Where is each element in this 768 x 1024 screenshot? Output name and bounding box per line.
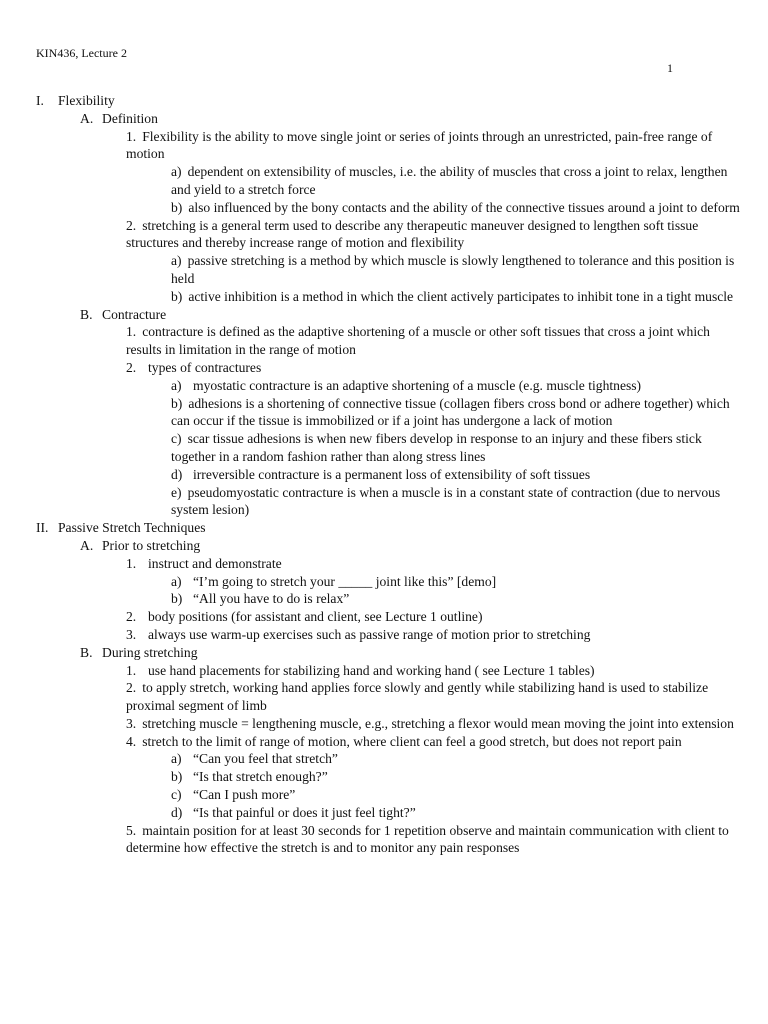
outline-item: [171, 252, 742, 288]
outline-marker: 2.: [126, 680, 137, 696]
outline-text: to apply stretch, working hand applies force slowly and gently while stabilizing hand is used to stabilize proximal segment of limb: [126, 680, 709, 714]
outline-text: passive stretching is a method by which muscle is slowly lengthened to tolerance and this position is held: [171, 253, 735, 286]
outline-text: types of contractures: [148, 359, 262, 375]
outline-item: [126, 323, 742, 359]
outline-text: maintain position for at least 30 seconds for 1 repetition observe and maintain communication with client to determine how effective the stretch is and to monitor any pain responses: [126, 822, 729, 856]
outline-item: [126, 128, 742, 164]
outline-marker: a): [171, 377, 182, 393]
outline-marker: 1.: [126, 324, 137, 340]
outline-item: [171, 750, 742, 768]
outline-text: Prior to stretching: [102, 537, 201, 553]
outline-text: dependent on extensibility of muscles, i.e. the ability of muscles that cross a joint to relax, lengthen and yield to a stretch force: [171, 164, 728, 197]
outline-item: [126, 662, 742, 680]
outline-item: [126, 217, 742, 253]
outline-marker: b): [171, 395, 183, 411]
outline-marker: I.: [36, 93, 44, 108]
outline-marker: d): [171, 466, 183, 482]
outline-text: “Is that painful or does it just feel tight?”: [193, 804, 416, 820]
outline-item: [80, 644, 742, 662]
outline-marker: b): [171, 591, 183, 607]
outline-marker: c): [171, 787, 182, 803]
outline-marker: 3.: [126, 715, 137, 731]
outline-text: “All you have to do is relax”: [193, 591, 350, 607]
outline-item: [126, 679, 742, 715]
outline-text: stretch to the limit of range of motion, where client can feel a good stretch, but does not report pain: [142, 733, 682, 749]
outline-marker: a): [171, 751, 182, 767]
outline-marker: 2.: [126, 359, 137, 375]
outline-text: always use warm-up exercises such as passive range of motion prior to stretching: [148, 626, 591, 642]
outline-marker: B.: [80, 306, 93, 322]
outline-marker: II.: [36, 520, 49, 536]
outline-text: scar tissue adhesions is when new fibers develop in response to an injury and these fibers stick together in a random fashion rather than along stress lines: [171, 431, 702, 464]
outline-marker: b): [171, 288, 183, 304]
outline-item: [80, 306, 742, 324]
outline-marker: 4.: [126, 733, 137, 749]
outline-body: [36, 92, 742, 857]
outline-marker: 5.: [126, 822, 137, 838]
outline-text: stretching muscle = lengthening muscle, e.g., stretching a flexor would mean moving the joint into extension: [142, 715, 734, 731]
outline-text: “Is that stretch enough?”: [193, 769, 328, 785]
outline-text: Definition: [102, 110, 158, 126]
outline-item: [171, 804, 742, 822]
outline-marker: a): [171, 253, 182, 269]
outline-text: “Can I push more”: [193, 787, 296, 803]
outline-marker: d): [171, 804, 183, 820]
outline-marker: 1.: [126, 662, 137, 678]
outline-marker: A.: [80, 110, 94, 126]
outline-text: use hand placements for stabilizing hand and working hand ( see Lecture 1 tables): [148, 662, 595, 678]
outline-item: [80, 537, 742, 555]
outline-item: [80, 110, 742, 128]
outline-item: [171, 590, 742, 608]
outline-item: [171, 484, 742, 520]
outline-item: [36, 92, 742, 110]
outline-marker: B.: [80, 644, 93, 660]
outline-marker: 1.: [126, 555, 137, 571]
outline-marker: 1.: [126, 128, 137, 144]
outline-text: Flexibility is the ability to move single joint or series of joints through an unrestricted, pain-free range of motion: [126, 128, 713, 162]
outline-item: [171, 466, 742, 484]
outline-item: [126, 555, 742, 573]
outline-marker: c): [171, 431, 182, 447]
outline-text: During stretching: [102, 644, 198, 660]
outline-item: [171, 768, 742, 786]
outline-item: [171, 199, 742, 217]
outline-text: contracture is defined as the adaptive shortening of a muscle or other soft tissues that cross a joint which results in limitation in the range of motion: [126, 324, 710, 358]
outline-text: Flexibility: [58, 93, 115, 108]
outline-item: [171, 786, 742, 804]
outline-item: [126, 626, 742, 644]
outline-text: body positions (for assistant and client, see Lecture 1 outline): [148, 609, 483, 625]
outline-text: adhesions is a shortening of connective tissue (collagen fibers cross bond or adhere together) which can occur if the tissue is immobilized or if a joint has undergone a lack of motion: [171, 395, 730, 429]
outline-marker: 2.: [126, 609, 137, 625]
outline-text: irreversible contracture is a permanent loss of extensibility of soft tissues: [193, 466, 591, 482]
outline-item: [171, 573, 742, 591]
outline-text: Contracture: [102, 306, 167, 322]
outline-item: [171, 163, 742, 199]
outline-marker: a): [171, 573, 182, 589]
outline-text: stretching is a general term used to describe any therapeutic maneuver designed to lengthen soft tissue structures and thereby increase range of motion and flexibility: [126, 217, 699, 251]
outline-item: [126, 822, 742, 858]
outline-item: [171, 288, 742, 306]
outline-marker: A.: [80, 537, 94, 553]
outline-text: also influenced by the bony contacts and the ability of the connective tissues around a joint to deform: [188, 199, 740, 215]
outline-text: instruct and demonstrate: [148, 555, 282, 571]
outline-marker: b): [171, 199, 183, 215]
outline-text: “Can you feel that stretch”: [193, 751, 338, 767]
outline-text: active inhibition is a method in which the client actively participates to inhibit tone in a tight muscle: [188, 288, 734, 304]
outline-marker: a): [171, 164, 182, 180]
page-number: 1: [667, 61, 673, 75]
outline-item: [126, 608, 742, 626]
outline-item: [126, 715, 742, 733]
outline-marker: 3.: [126, 626, 137, 642]
outline-item: [171, 430, 742, 466]
outline-item: [126, 359, 742, 377]
outline-marker: b): [171, 769, 183, 785]
outline-item: [36, 519, 742, 537]
outline-marker: 2.: [126, 217, 137, 233]
outline-text: myostatic contracture is an adaptive shortening of a muscle (e.g. muscle tightness): [193, 377, 642, 393]
outline-item: [171, 395, 742, 431]
document-header: KIN436, Lecture 2: [36, 46, 127, 60]
outline-item: [171, 377, 742, 395]
outline-marker: e): [171, 484, 182, 500]
outline-text: Passive Stretch Techniques: [58, 520, 206, 536]
outline-text: “I’m going to stretch your _____ joint like this” [demo]: [193, 573, 497, 589]
outline-text: pseudomyostatic contracture is when a muscle is in a constant state of contraction (due to nervous system lesion): [171, 484, 721, 518]
outline-item: [126, 733, 742, 751]
